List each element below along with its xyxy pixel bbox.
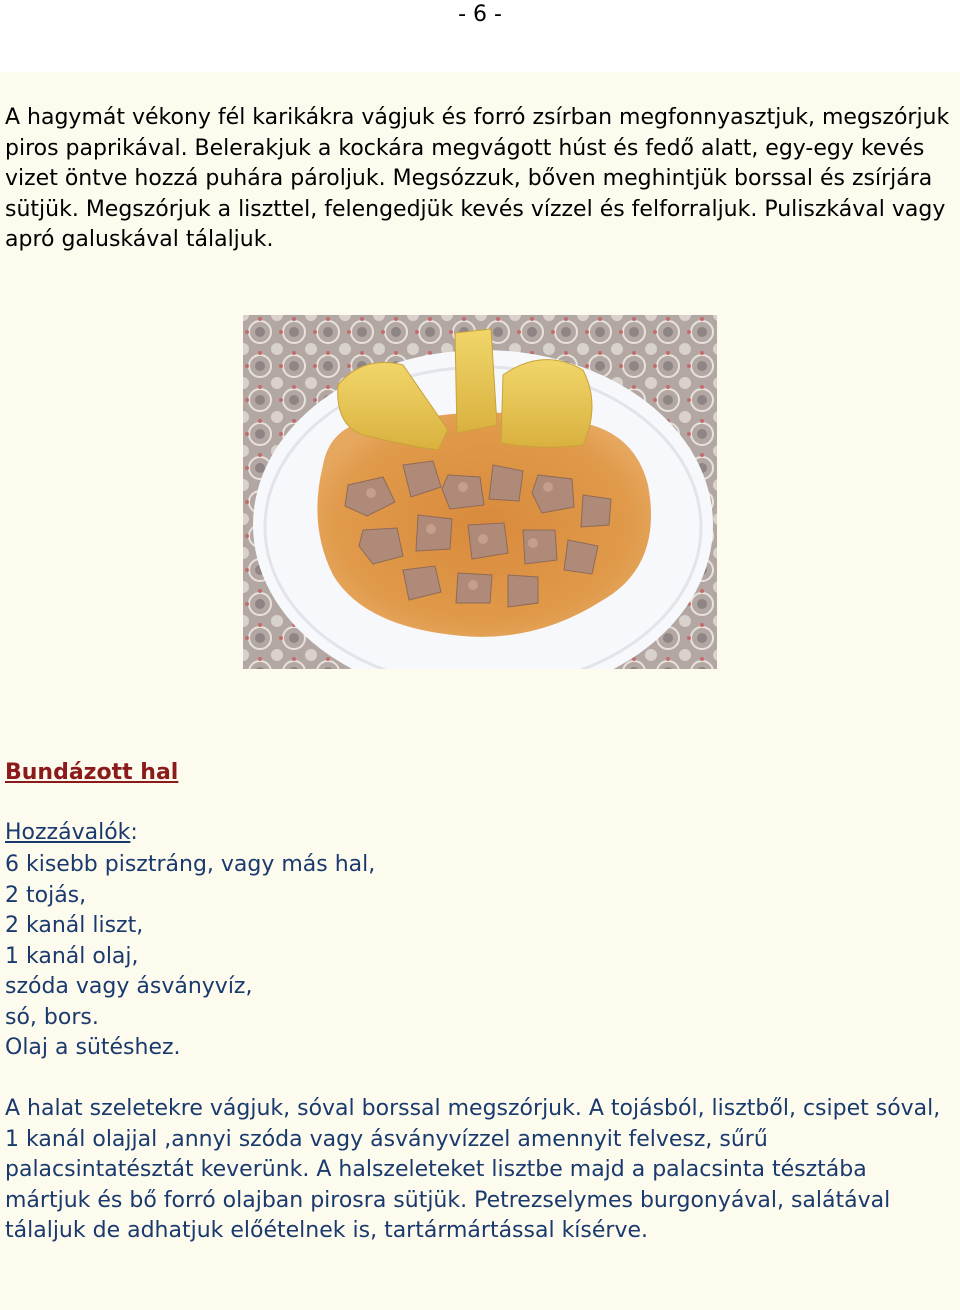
intro-paragraph: A hagymát vékony fél karikákra vágjuk és forró zsírban megfonnyasztjuk, megszórjuk piros paprikával. Belerakjuk a kockára megvágott húst és fedő alatt, egy-egy kevés vizet öntve hozzá puhára pároljuk. Megsózzuk, bőven meghintjük borssal és zsírjára sütjük. Megszórjuk a liszttel, felengedjük kevés vízzel és felforraljuk. Puliszkával vagy apró galuskával tálaljuk. xyxy=(5,105,950,252)
page-number: - 6 - xyxy=(458,2,502,27)
ingredient-item: 2 tojás, xyxy=(5,882,87,908)
ingredients-colon: : xyxy=(130,820,138,845)
ingredient-item: só, bors. xyxy=(5,1004,99,1030)
ingredient-item: Olaj a sütéshez. xyxy=(5,1035,181,1060)
ingredient-list xyxy=(5,850,375,1064)
ingredient-item: 2 kanál liszt, xyxy=(5,913,144,938)
page-content xyxy=(0,72,960,1310)
dish-photo xyxy=(243,315,717,669)
ingredients-label: Hozzávalók xyxy=(5,820,131,845)
ingredients-heading xyxy=(5,818,138,848)
ingredient-item: szóda vagy ásványvíz, xyxy=(5,974,253,999)
ingredient-item: 6 kisebb pisztráng, vagy más hal, xyxy=(5,852,376,877)
method-paragraph: A halat szeletekre vágjuk, sóval borssal megszórjuk. A tojásból, lisztből, csipet sóval, 1 kanál olajjal ,annyi szóda vagy ásványvízzel amennyit felvesz, sűrű palacsintatésztát keverünk. A halszeleteket lisztbe majd a palacsinta tésztába mártjuk és bő forró olajban pirosra sütjük. Petrezselymes burgonyával, salátával tálaljuk de adhatjuk előételnek is, tartármártással kísérve. xyxy=(5,1096,941,1243)
recipe-title: Bundázott hal xyxy=(5,760,179,785)
stew-with-polenta-image xyxy=(243,315,717,669)
ingredient-item: 1 kanál olaj, xyxy=(5,943,139,969)
